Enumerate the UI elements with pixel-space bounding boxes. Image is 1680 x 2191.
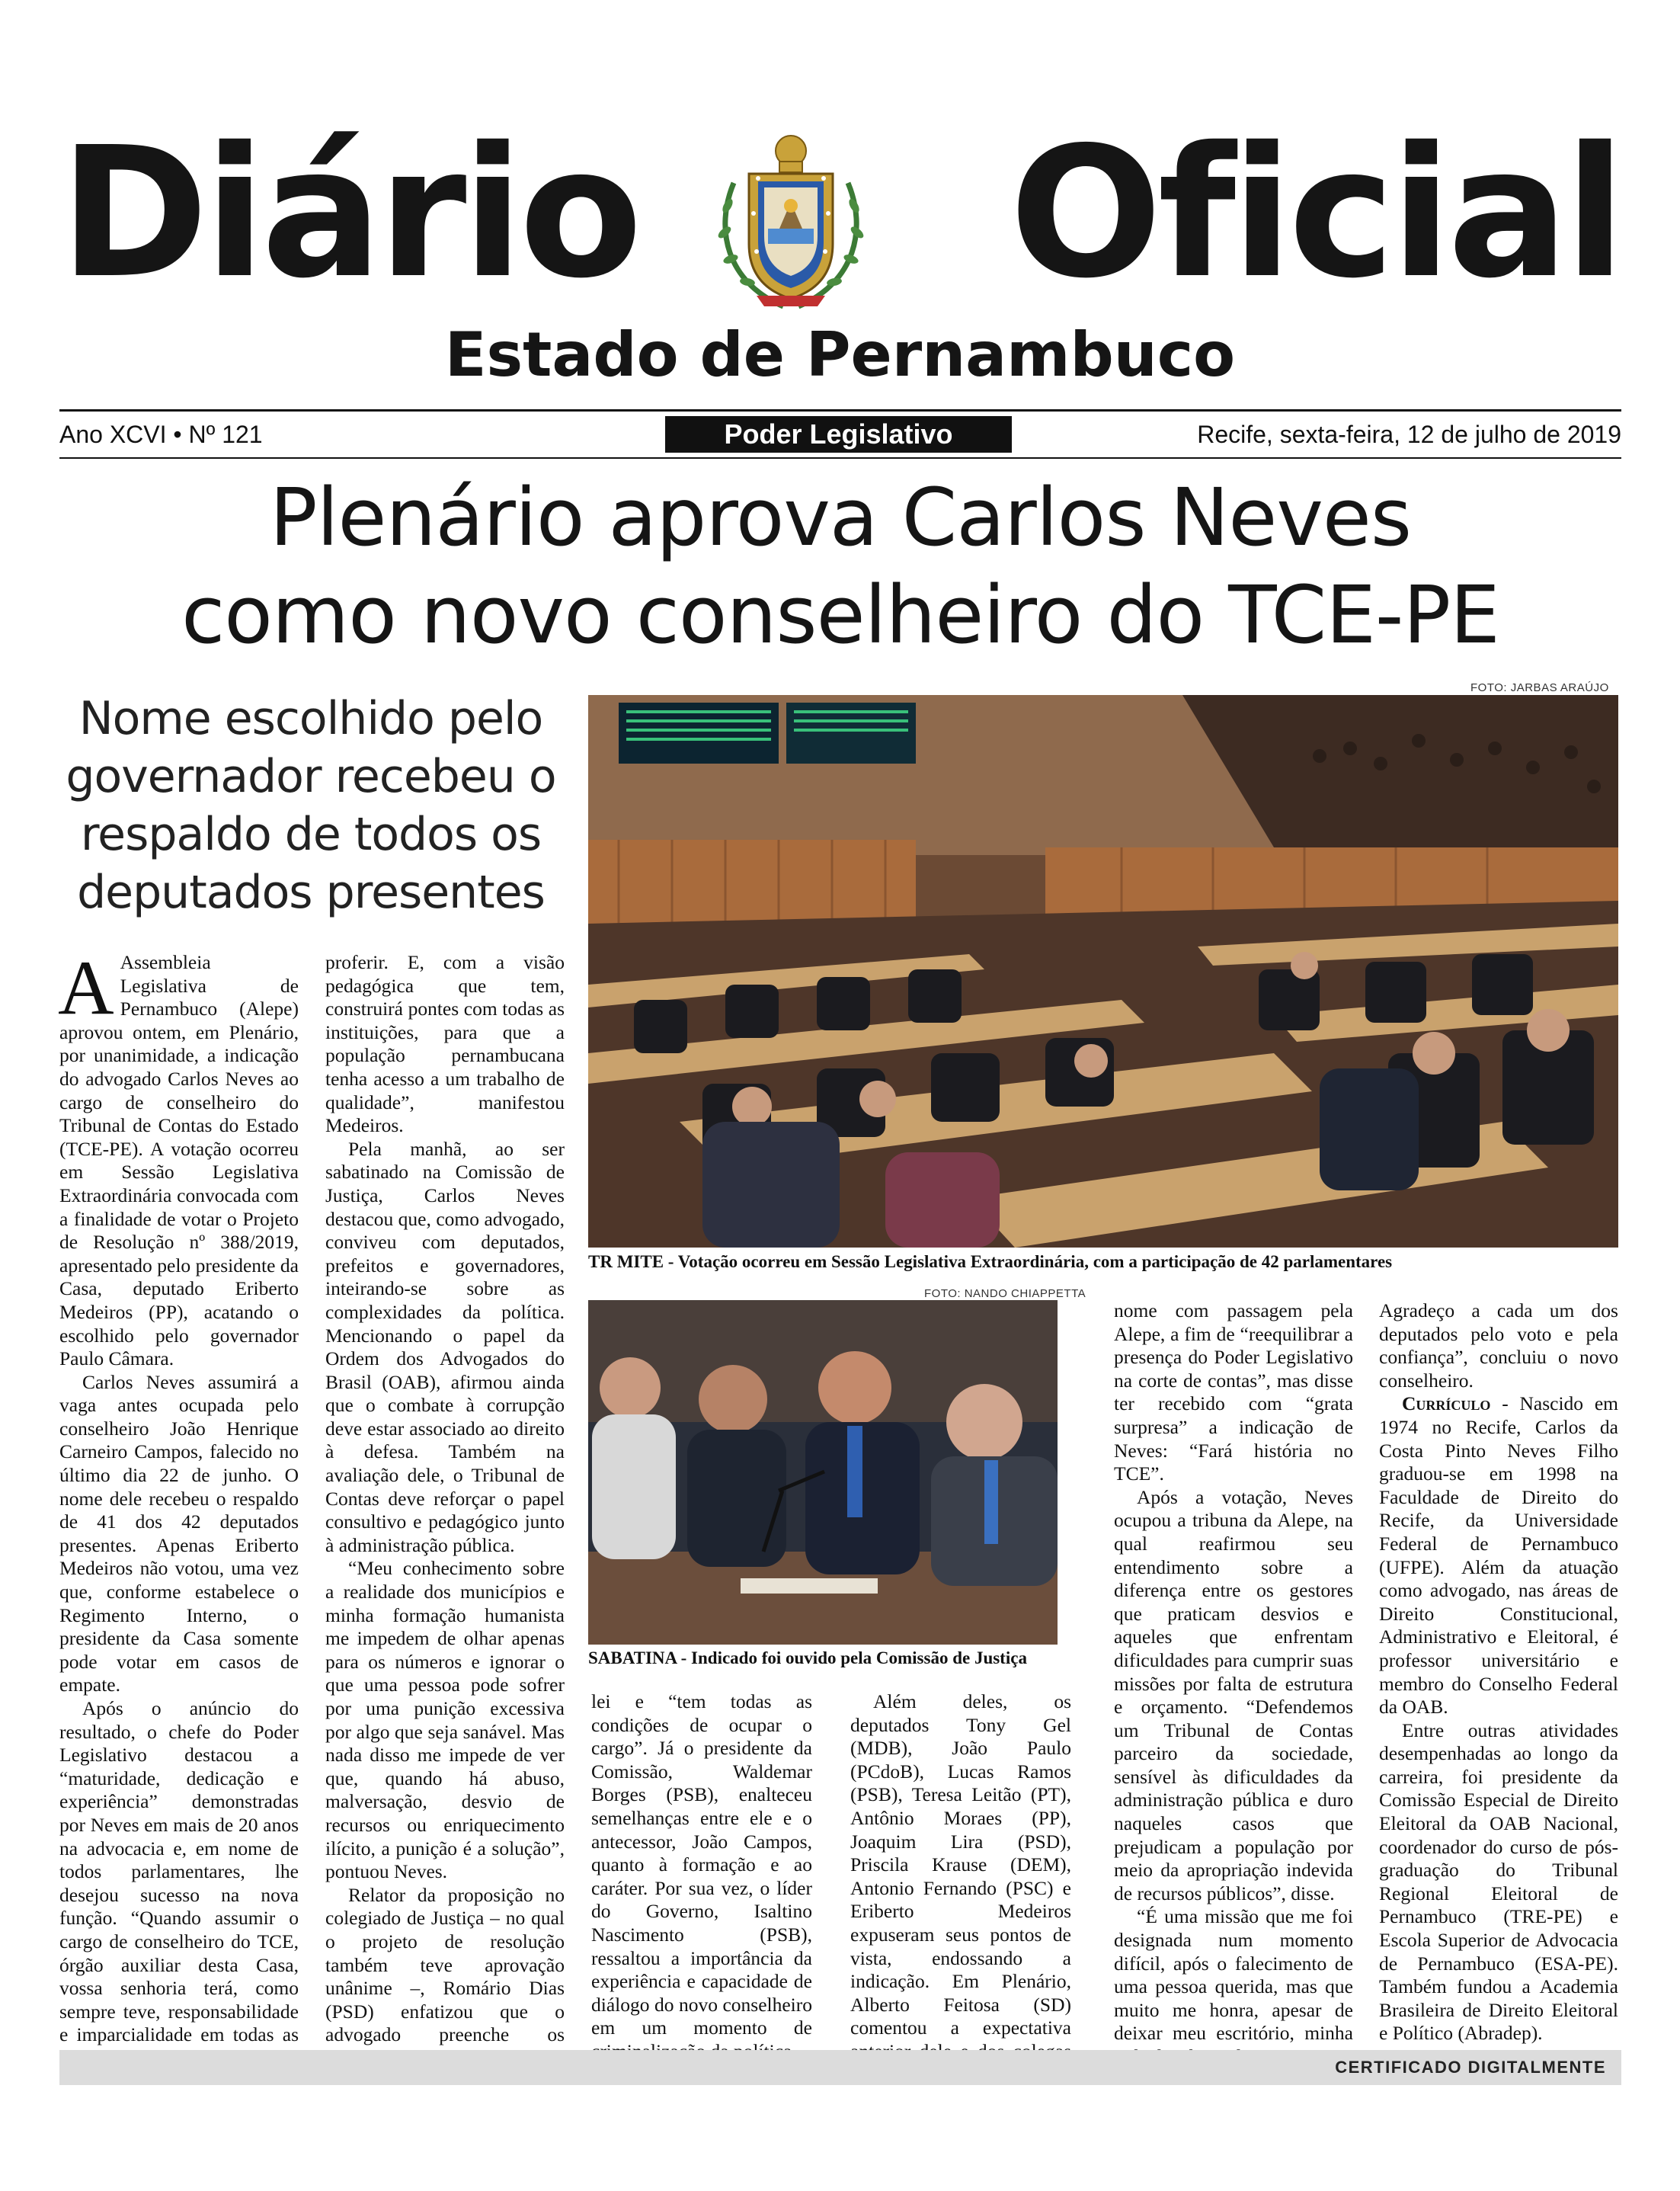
- edition-date: Recife, sexta-feira, 12 de julho de 2019: [1197, 421, 1621, 448]
- article-paragraph: Relator da proposição no colegiado de Justiça – no qual o projeto de resolução também teve aprovação unânime –, Romário Dias (PSD) enfatizou que o advogado preenche os: [325, 1883, 565, 2046]
- masthead-subtitle: Estado de Pernambuco: [444, 319, 1236, 390]
- article-paragraph: Agradeço a cada um dos deputados pelo voto e pela confiança”, concluiu o novo conselheiro.: [1379, 1299, 1618, 1392]
- caption-label-2: SABATINA -: [588, 1648, 687, 1667]
- article-paragraph: Carlos Neves assumirá a vaga antes ocupada pelo conselheiro João Henrique Carneiro Campos, falecido no último dia 22 de junho. O nome dele recebeu o respaldo de 41 dos 42 deputados presentes. Apenas Eriberto Medeiros não votou, uma vez que, conforme estabelece o Regimento Interno, o presidente da Casa somente pode votar em casos de empate.: [59, 1370, 299, 1696]
- curriculo-label: Currículo: [1402, 1392, 1491, 1415]
- headline-line-2: como novo conselheiro do TCE-PE: [181, 569, 1499, 661]
- second-photo-credit: FOTO: NANDO CHIAPPETTA: [924, 1287, 1086, 1300]
- masthead: [59, 108, 1621, 343]
- curriculo-text: - Nascido em 1974 no Recife, Carlos da Costa Pinto Neves Filho graduou-se em 1998 na Faculdade de Direito do Recife, da Universidade Federal de Pernambuco (UFPE). Além da atuação como advogado, nas áreas de Direito Constitucional, Administrativo e Eleitoral, é professor universitário e membro do Conselho Federal da OAB.: [1379, 1392, 1618, 1719]
- footer-bar: [59, 2050, 1621, 2085]
- second-photo-caption: [588, 1648, 1061, 1669]
- edition-number: Ano XCVI • Nº 121: [59, 421, 263, 448]
- article-column-6: [1379, 1299, 1618, 2045]
- article-lead: Assembleia Legislativa de Pernambuco (Alepe) aprovou ontem, em Plenário, por unanimidade, a indicação do advogado Carlos Neves ao cargo de conselheiro do Tribunal de Contas do Estado (TCE-PE). A votação ocorreu em Sessão Legislativa Extraordinária convocada com a finalidade de votar o Projeto de Resolução nº 388/2019, apresentado pelo presidente da Casa, deputado Eriberto Medeiros (PP), acatando o escolhido pelo governador Paulo Câmara.: [59, 951, 299, 1370]
- main-photo-credit: FOTO: JARBAS ARAÚJO: [1470, 681, 1609, 694]
- caption-text-2: Indicado foi ouvido pela Comissão de Justiça: [686, 1648, 1027, 1667]
- committee-photo: [588, 1300, 1058, 1645]
- drop-cap: A: [58, 945, 114, 1031]
- deck: Nome escolhido pelo governador recebeu o respaldo de todos os deputados presentes: [66, 692, 556, 919]
- article-column-2: [325, 951, 565, 2071]
- top-rule: [59, 409, 1621, 412]
- plenary-photo: [588, 695, 1618, 1248]
- article-paragraph: Após o anúncio do resultado, o chefe do Poder Legislativo destacou a “maturidade, dedicação e experiência” demonstradas por Neves em mais de 20 anos na advocacia e, em nome de todos parlamentares, lhe desejou sucesso na nova função. “Quando assumir o cargo de conselheiro do TCE, órgão auxiliar desta Casa, vossa senhoria terá, como sempre teve, responsabilidade e imparcialidade em todas as: [59, 1697, 299, 2046]
- caption-text: Votação ocorreu em Sessão Legislativa Extraordinária, com a participação de 42 parlamentares: [674, 1252, 1393, 1271]
- headline-line-1: Plenário aprova Carlos Neves: [269, 471, 1412, 564]
- article-paragraph: [1379, 1392, 1618, 1719]
- article-paragraph: nome com passagem pela Alepe, a fim de “reequilibrar a presença do Poder Legislativo na corte de contas”, mas disse ter recebido com “grata surpresa” a indicação de Neves: “Fará história no TCE”.: [1114, 1299, 1353, 1485]
- edition-bar: [59, 416, 1621, 456]
- article-paragraph: [58, 945, 299, 1371]
- article-paragraph: Após a votação, Neves ocupou a tribuna da Alepe, na qual reafirmou seu entendimento sobre a diferença entre os gestores que praticam desvios e aqueles que enfrentam dificuldades para cumprir suas missões por falta de estrutura e orçamento. “Defendemos um Tribunal de Contas parceiro da sociedade, sensível às dificuldades da administração pública e duro naqueles casos que prejudicam a população por meio da apropriação indevida de recursos públicos”, disse.: [1114, 1485, 1353, 1904]
- masthead-title-right: Oficial: [1009, 108, 1621, 318]
- masthead-title-left: Diário: [59, 108, 638, 318]
- caption-label: TR MITE -: [588, 1252, 674, 1271]
- article-column-4: [850, 1690, 1071, 2087]
- article-paragraph: Entre outras atividades desempenhadas ao longo da carreira, foi presidente da Comissão Especial de Direito Eleitoral da OAB Nacional, coordenador do curso de pós-graduação do Tribunal Regional Eleitoral de Pernambuco (TRE-PE) e Escola Superior de Advocacia de Pernambuco (ESA-PE). Também fundou a Academia Brasileira de Direito Eleitoral e Político (Abradep).: [1379, 1719, 1618, 2045]
- main-photo-caption: [588, 1251, 1618, 1273]
- digital-certificate-label: CERTIFICADO DIGITALMENTE: [1335, 2058, 1606, 2077]
- article-paragraph: Além deles, os deputados Tony Gel (MDB), João Paulo (PCdoB), Lucas Ramos (PSB), Teresa Leitão (PT), Antônio Moraes (PP), Joaquim Lira (PSD), Priscila Krause (DEM), Antonio Fernando (PSC) e Eriberto Medeiros expuseram seus pontos de vista, endossando a indicação. Em Plenário, Alberto Feitosa (SD) comentou a expectativa: [850, 1690, 1071, 2039]
- article-column-3: [591, 1690, 812, 2064]
- section-label: Poder Legislativo: [665, 416, 1012, 453]
- article-column-1: [58, 945, 299, 2071]
- article-column-5: [1114, 1299, 1353, 2069]
- state-coat-of-arms-icon: [711, 130, 871, 312]
- article-paragraph: “É uma missão que me foi designada num momento difícil, após o falecimento de uma pessoa querida, mas que muito me honra, apesar de deixar meu escritório, minha: [1114, 1905, 1353, 2045]
- bottom-rule: [59, 457, 1621, 459]
- article-paragraph: “Meu conhecimento sobre a realidade dos municípios e minha formação humanista me impedem de olhar apenas para os números e ignorar o que uma pessoa pode sofrer por uma punição excessiva por algo que seja sanável. Mas nada disso me impede de ver que, quando há abuso, malversação, desvio de recursos ou enriquecimento ilícito, a punição é a solução”, pontuou Neves.: [325, 1557, 565, 1883]
- article-paragraph: Pela manhã, ao ser sabatinado na Comissão de Justiça, Carlos Neves destacou que, como advogado, conviveu com deputados, prefeitos e governadores, inteirando-se sobre as complexidades da política. Mencionando o papel da Ordem dos Advogados do Brasil (OAB), afirmou ainda que o combate à corrupção deve estar associado ao direito à defesa. Também na avaliação dele, o Tribunal de Contas deve reforçar o papel consultivo e pedagógico junto à administração pública.: [325, 1137, 565, 1556]
- article-paragraph: proferir. E, com a visão pedagógica que tem, construirá pontes com todas as instituições, para que a população pernambucana tenha acesso a um trabalho de qualidade”, manifestou Medeiros.: [325, 951, 565, 1137]
- headline: [59, 469, 1621, 664]
- article-paragraph: lei e “tem todas as condições de ocupar o cargo”. Já o presidente da Comissão, Waldemar Borges (PSB), enalteceu semelhanças entre ele e o antecessor, João Campos, quanto à formação e ao caráter. Por sua vez, o líder do Governo, Isaltino Nascimento (PSB), ressaltou a importância da experiência e capacidade de diálogo do novo conselheiro em um momento de: [591, 1690, 812, 2039]
